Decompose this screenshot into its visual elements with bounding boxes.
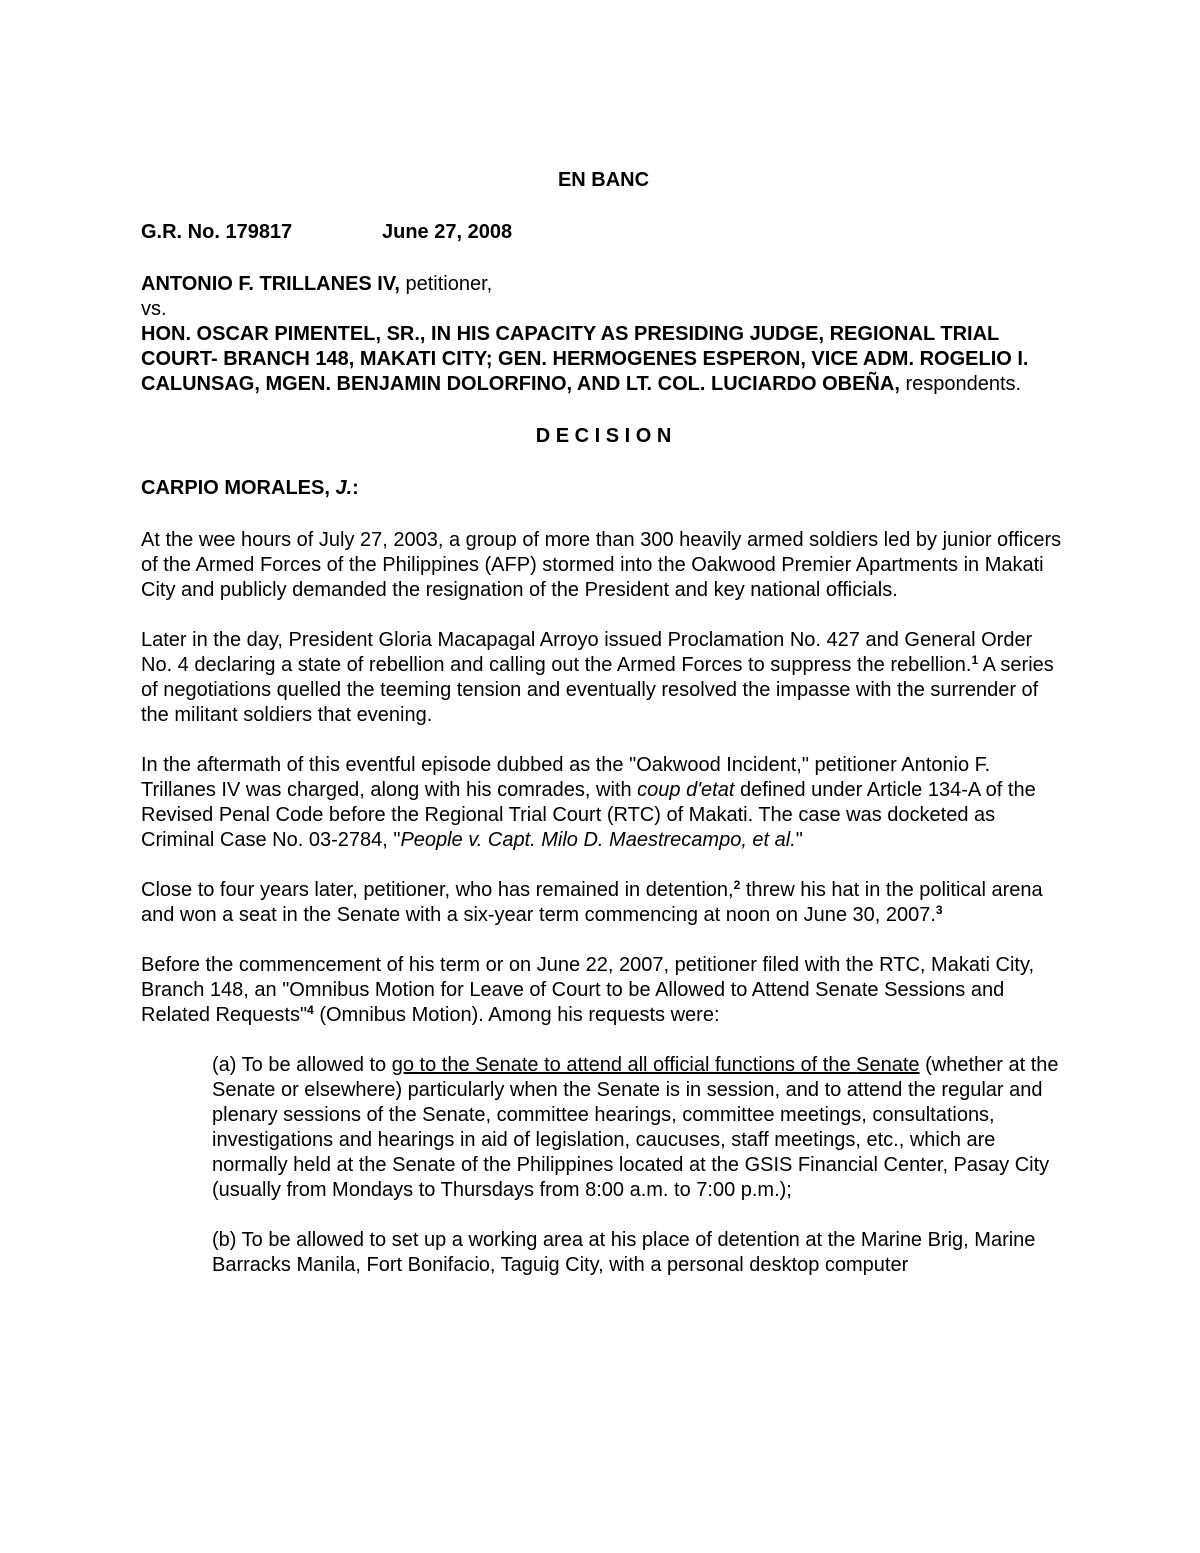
ponente-name: CARPIO MORALES, [141,477,336,499]
footnote-ref-3[interactable]: 3 [935,903,943,917]
decision-title: D E C I S I O N [535,425,672,447]
petitioner-line [141,272,1066,297]
paragraph-5: Before the commencement of his term or on June 22, 2007, petitioner filed with the RTC, Makati City, Branch 148, an "Omnibus Motion for Leave of Court to be Allowed to Attend Senate Sessions and Related Requests"$^4$ (Omnibus Motion). Among his requests were: [141,954,1035,1026]
footnote-ref-4[interactable]: 4 [307,1003,314,1017]
respondents-block [141,322,1066,397]
document-page [141,168,1066,1278]
petitioner-name: ANTONIO F. TRILLANES IV, [141,273,400,295]
gr-number: G.R. No. 179817 [141,221,293,243]
respondents-role: respondents. [899,373,1022,395]
ponente-colon: : [352,477,359,499]
decision-date: June 27, 2008 [382,221,513,243]
respondents-names: HON. OSCAR PIMENTEL, SR., IN HIS CAPACITY AS PRESIDING JUDGE, REGIONAL TRIAL COURT- BRANCH 148, MAKATI CITY; GEN. HERMOGENES ESPERON, VICE ADM. ROGELIO I. CALUNSAG, MGEN. BENJAMIN DOLORFINO, AND LT. COL. LUCIARDO OBEÑA, [141,323,1029,395]
underlined-request: go to the Senate to attend all official functions of the [391,1054,857,1076]
request-item-b: (b) To be allowed to set up a working area at his place of detention at the Marine Brig, Marine Barracks Manila, Fort Bonifacio, Taguig City, with a personal desktop computer [212,1229,1036,1276]
court-division-heading: EN BANC [557,169,650,191]
case-title: People v. Capt. Milo D. Maestrecampo, et al. [400,829,796,851]
petitioner-role: petitioner, [399,273,493,295]
paragraph-1: At the wee hours of July 27, 2003, a group of more than 300 heavily armed soldiers led by junior officers of the Armed Forces of the Philippines (AFP) stormed into the Oakwood Premier Apartments in Makati City and publicly demanded the resignation of the President and key national officials. [141,529,1062,601]
request-item-a: (a) To be allowed to go to the Senate to attend all official functions of the Senate (whether at the Senate or elsewhere) particularly when the Senate is in session, and to attend the regular and plenary sessions of the Senate, committee hearings, committee meetings, consultations, investigations and hearings in aid of legislation, caucuses, staff meetings, etc., which are normally held at the Senate of the Philippines located at the GSIS Financial Center, Pasay City (usually from Mondays to Thursdays from 8:00 a.m. to 7:00 p.m.); [212,1054,1059,1201]
footnote-ref-2[interactable]: 2 [733,878,741,892]
paragraph-4: Close to four years later, petitioner, who has remained in detention,$^2$ threw his hat in the political arena and won a seat in the Senate with a six-year term commencing at noon on June 30, 2007.$^3$ [141,878,1043,926]
coup-detat-term: coup d'etat [637,779,735,801]
underlined-senate: Senate [856,1054,920,1076]
paragraph-2: Later in the day, President Gloria Macapagal Arroyo issued Proclamation No. 427 and General Order No. 4 declaring a state of rebellion and calling out the Armed Forces to suppress the rebellion.$^1$ A series of negotiations quelled the teeming tension and eventually resolved the impasse with the surrender of the militant soldiers that evening. [141,629,1054,726]
versus-label: vs. [141,298,167,320]
paragraph-3: In the aftermath of this eventful episode dubbed as the "Oakwood Incident," petitioner Antonio F. Trillanes IV was charged, along with his comrades, with coup d'etat defined under Article 134-A of the Revised Penal Code before the Regional Trial Court (RTC) of Makati. The case was docketed as Criminal Case No. 03-2784, "People v. Capt. Milo D. Maestrecampo, et al." [141,754,1036,851]
ponente [141,476,1066,501]
footnote-ref-1[interactable]: 1 [971,653,979,667]
case-caption [141,220,1066,245]
ponente-suffix: J. [335,477,353,499]
